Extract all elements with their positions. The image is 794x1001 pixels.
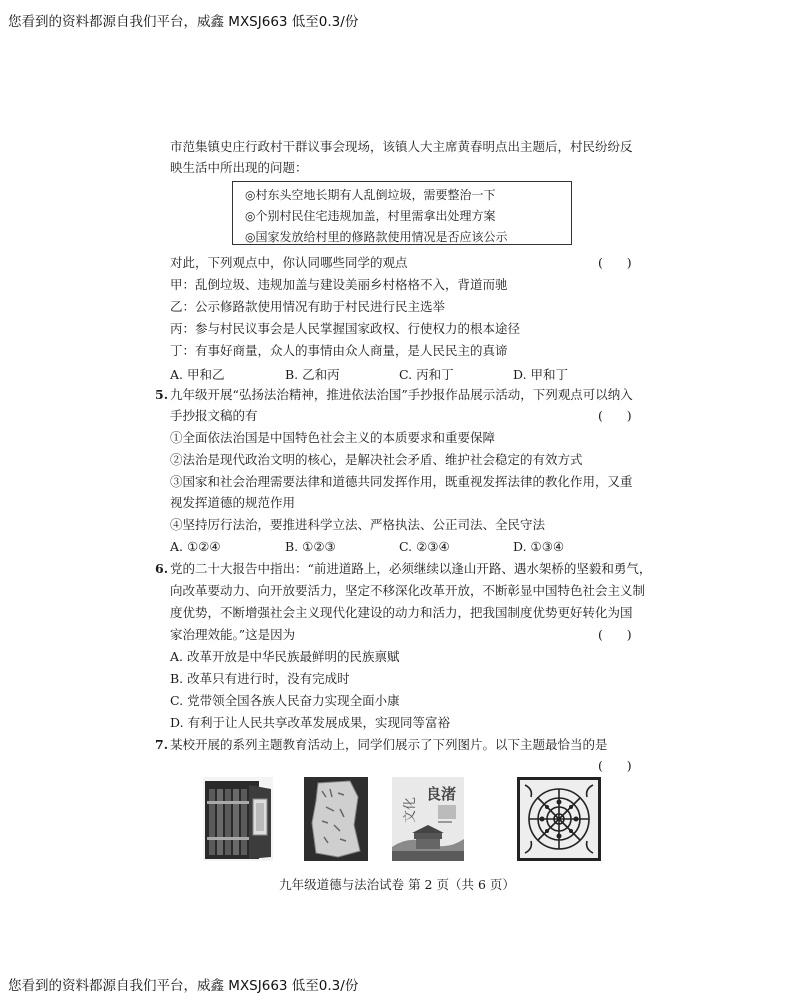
- oracle-bone-image: [304, 777, 368, 865]
- option-a: A. 改革开放是中华民族最鲜明的民族禀赋: [170, 649, 400, 664]
- answer-blank: ( ): [598, 627, 632, 642]
- q5-stem: 九年级开展“弘扬法治精神，推进依法治国”手抄报作品展示活动，下列观点可以纳入: [170, 387, 633, 402]
- q5-stem: 手抄报文稿的有: [170, 408, 258, 423]
- watermark-bottom: 您看到的资料都源自我们平台，威鑫 MXSJ663 低至0.3/份: [8, 978, 359, 994]
- view-ding: 丁：有事好商量，众人的事情由众人商量，是人民民主的真谛: [170, 343, 508, 358]
- option-a: A. ①②④: [170, 539, 221, 554]
- answer-blank: ( ): [598, 408, 632, 423]
- statement-3-cont: 视发挥道德的规范作用: [170, 495, 296, 510]
- answer-blank: ( ): [598, 255, 632, 270]
- view-jia: 甲：乱倒垃圾、违规加盖与建设美丽乡村格格不入，背道而驰: [170, 277, 508, 292]
- statement-1: ①全面依法治国是中国特色社会主义的本质要求和重要保障: [170, 430, 496, 445]
- option-b: B. ①②③: [285, 539, 336, 554]
- page-footer: 九年级道德与法治试卷 第 2 页（共 6 页）: [279, 877, 515, 892]
- paper-cut-image: [517, 777, 601, 865]
- statement-2: ②法治是现代政治文明的核心，是解决社会矛盾、维护社会稳定的有效方式: [170, 452, 583, 467]
- view-yi: 乙：公示修路款使用情况有助于村民进行民主选举: [170, 299, 446, 314]
- intro-line: 映生活中所出现的问题：: [170, 160, 308, 175]
- option-b: B. 改革只有进行时，没有完成时: [170, 671, 350, 686]
- question-number: 7.: [155, 737, 169, 752]
- statement-4: ④坚持厉行法治，要推进科学立法、严格执法、公正司法、全民守法: [170, 517, 546, 532]
- book-set-image: [203, 777, 273, 865]
- intro-line: 市范集镇史庄行政村干群议事会现场，该镇人大主席黄春明点出主题后，村民纷纷反: [170, 139, 633, 154]
- option-b: B. 乙和丙: [285, 367, 340, 382]
- option-c: C. 丙和丁: [399, 367, 454, 382]
- option-d: D. 甲和丁: [513, 367, 569, 382]
- issue-item: ◎村东头空地长期有人乱倒垃圾，需要整治一下: [245, 188, 496, 202]
- q6-stem: 党的二十大报告中指出：“前进道路上，必须继续以逢山开路、遇水架桥的坚毅和勇气，: [170, 561, 652, 576]
- option-a: A. 甲和乙: [170, 367, 225, 382]
- option-c: C. ②③④: [399, 539, 450, 554]
- q4-stem: 对此，下列观点中，你认同哪些同学的观点: [170, 255, 408, 270]
- question-number: 5.: [155, 387, 169, 402]
- option-d: D. 有利于让人民共享改革发展成果，实现同等富裕: [170, 715, 451, 730]
- q6-stem: 度优势，不断增强社会主义现代化建设的动力和活力，把我国制度优势更好转化为国: [170, 605, 633, 620]
- q7-stem: 某校开展的系列主题教育活动上，同学们展示了下列图片。以下主题最恰当的是: [170, 737, 608, 752]
- statement-3: ③国家和社会治理需要法律和道德共同发挥作用，既重视发挥法律的教化作用，又重: [170, 474, 633, 489]
- poster-subtitle: 文化: [403, 796, 418, 823]
- option-d: D. ①③④: [513, 539, 565, 554]
- answer-blank: ( ): [598, 758, 632, 773]
- question-number: 6.: [155, 561, 169, 576]
- view-bing: 丙：参与村民议事会是人民掌握国家政权、行使权力的根本途径: [170, 321, 521, 336]
- watermark-top: 您看到的资料都源自我们平台，威鑫 MXSJ663 低至0.3/份: [8, 14, 359, 30]
- poster-title: 良渚: [426, 785, 457, 803]
- q6-stem: 家治理效能。”这是因为: [170, 627, 296, 642]
- issue-item: ◎国家发放给村里的修路款使用情况是否应该公示: [245, 230, 508, 244]
- q6-stem: 向改革要动力、向开放要活力，坚定不移深化改革开放，不断彰显中国特色社会主义制: [170, 583, 646, 598]
- option-c: C. 党带领全国各族人民奋力实现全面小康: [170, 693, 400, 708]
- culture-poster-image: [392, 777, 464, 865]
- issues-box: [232, 181, 572, 245]
- issue-item: ◎个别村民住宅违规加盖，村里需拿出处理方案: [245, 209, 496, 223]
